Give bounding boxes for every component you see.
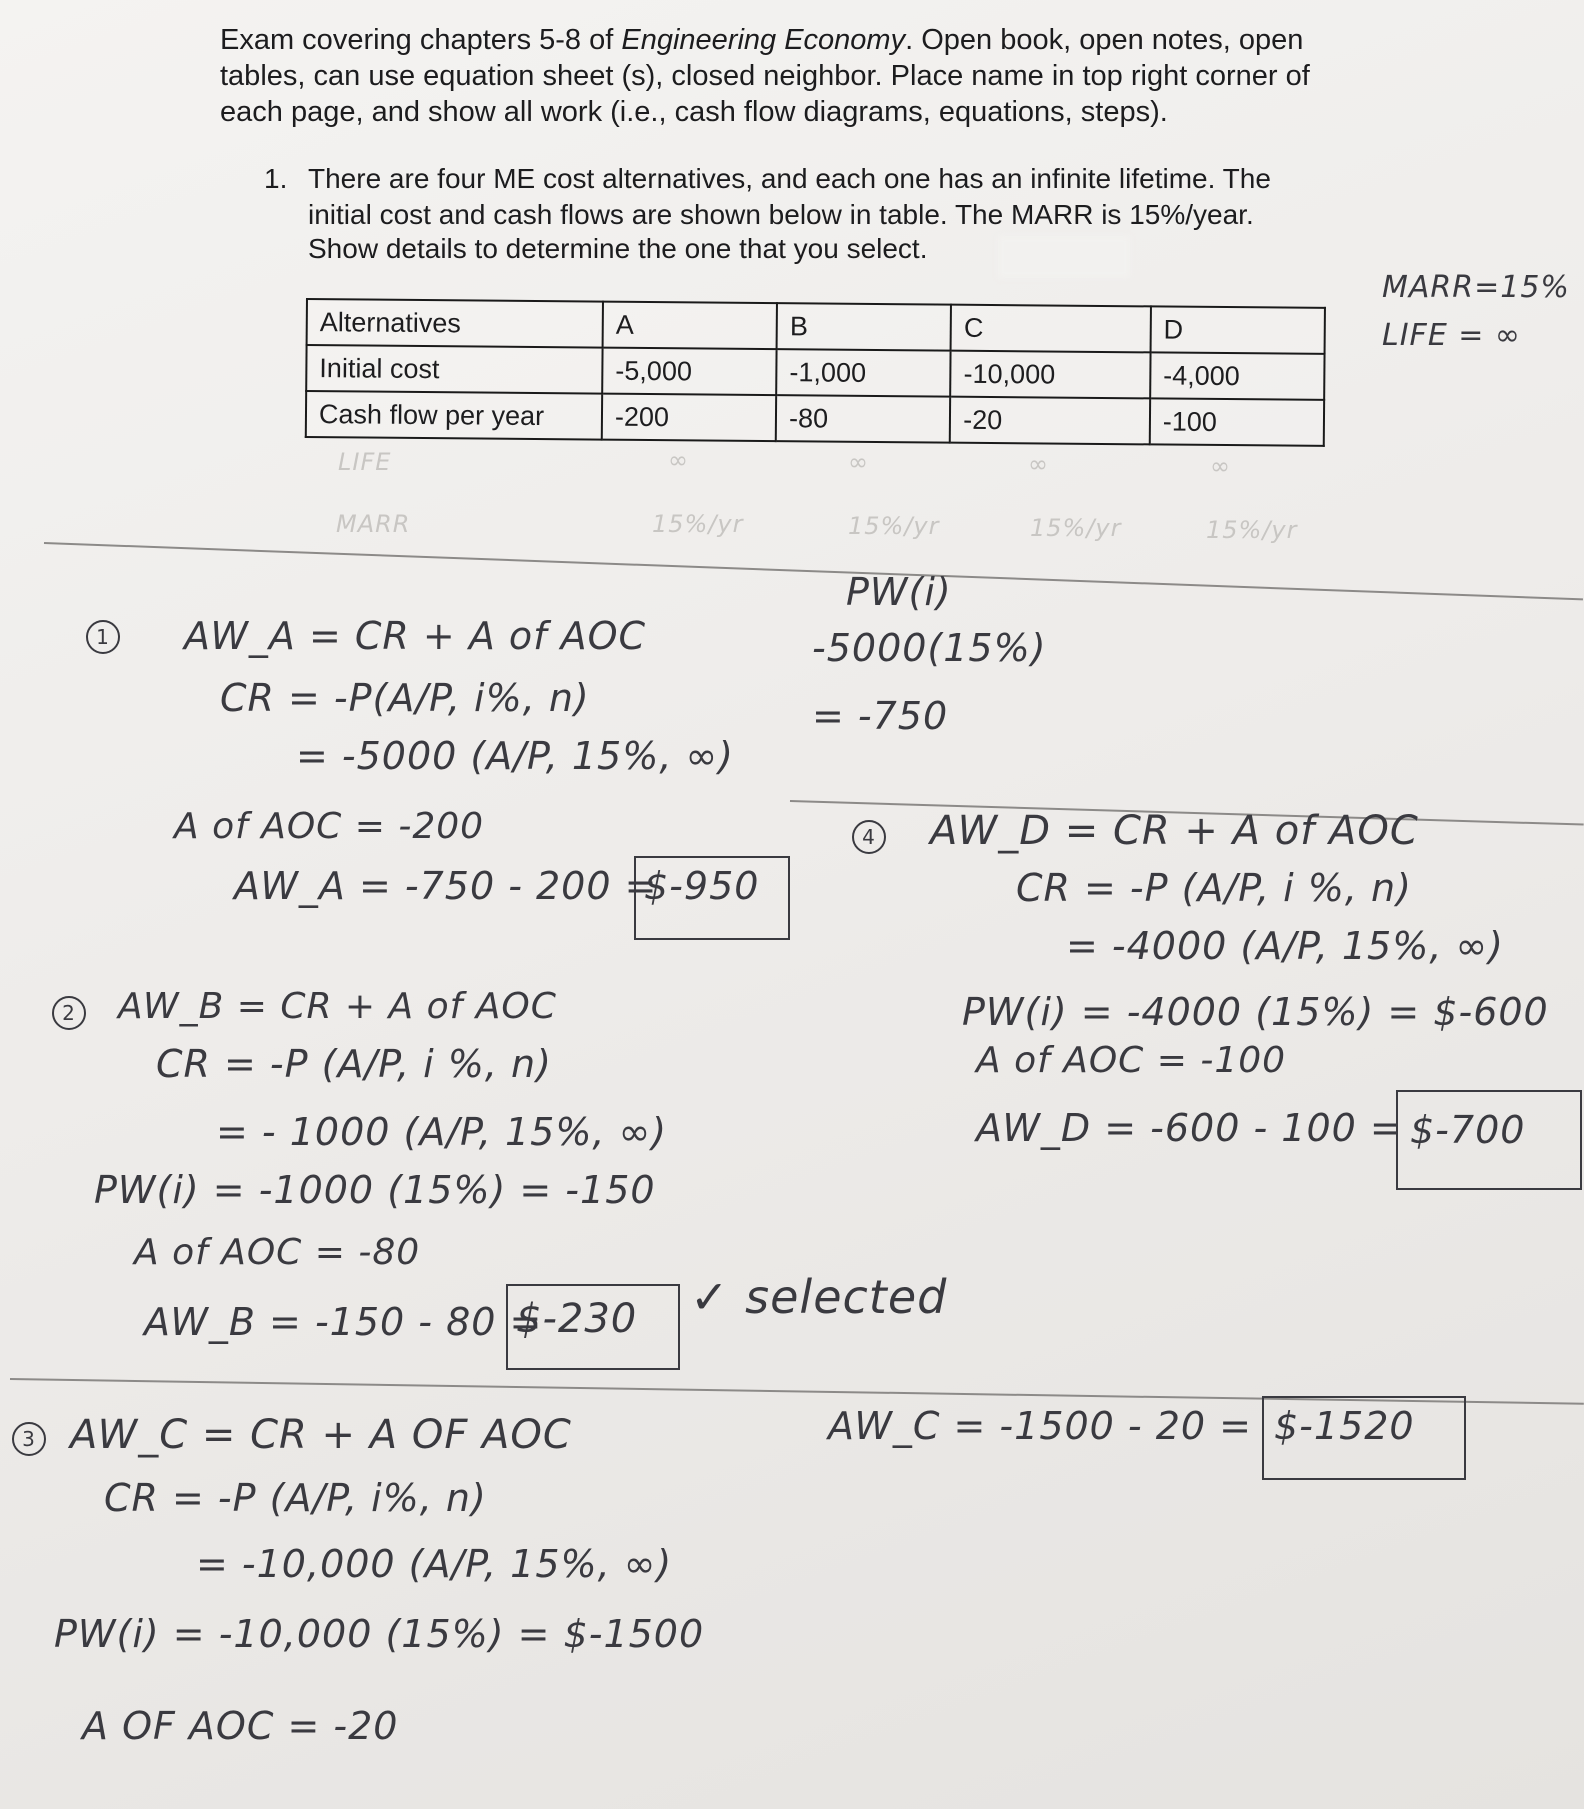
table-cell: -100 (1150, 398, 1325, 446)
book-title: Engineering Economy (621, 24, 906, 56)
pw-b: PW(i) = -1000 (15%) = -150 (94, 1168, 656, 1212)
table-row (306, 391, 1324, 446)
header-line-1 (220, 22, 1303, 58)
pw-a-result: = -750 (812, 694, 949, 738)
step-marker-1: 1 (86, 620, 120, 654)
table-cell: -20 (950, 397, 1150, 445)
ghost-inf: ∞ (1210, 452, 1231, 480)
aw-c-result: $-1520 (1274, 1404, 1415, 1448)
aoc-b: A of AOC = -80 (134, 1232, 421, 1273)
ghost-inf: ∞ (668, 446, 689, 474)
cr-b-formula: CR = -P (A/P, i %, n) (156, 1042, 552, 1086)
table-header-cell: B (777, 303, 952, 351)
cr-d-values: = -4000 (A/P, 15%, ∞) (1066, 924, 1504, 968)
aw-b-calc: AW_B = -150 - 80 = (144, 1300, 543, 1344)
header-line-3: each page, and show all work (i.e., cash flow diagrams, equations, steps). (220, 96, 1168, 128)
aw-b-result: $-230 (516, 1296, 638, 1342)
divider-line (44, 542, 1583, 600)
question-number: 1. (264, 163, 288, 194)
aoc-a: A of AOC = -200 (174, 806, 485, 847)
pw-a-label: PW(i) (846, 570, 952, 614)
table-cell: -10,000 (950, 351, 1150, 399)
cost-table (305, 298, 1326, 447)
table-header-cell: A (603, 302, 778, 350)
ghost-rate: 15%/yr (848, 512, 940, 540)
aw-c-calc: AW_C = -1500 - 20 = (828, 1404, 1252, 1448)
table-header-cell: Alternatives (307, 299, 603, 348)
aw-d-calc: AW_D = -600 - 100 = (976, 1106, 1403, 1150)
question-line-1: There are four ME cost alternatives, and each one has an infinite lifetime. The (308, 163, 1271, 194)
table-cell: Cash flow per year (306, 391, 602, 440)
margin-marr: MARR=15% (1382, 270, 1570, 305)
header-line-1-start: Exam covering chapters 5-8 of (220, 24, 622, 56)
ghost-rate: 15%/yr (1030, 514, 1122, 542)
aw-b-equation: AW_B = CR + A of AOC (118, 986, 557, 1027)
ghost-rate: 15%/yr (1206, 516, 1298, 544)
aoc-d: A of AOC = -100 (976, 1040, 1287, 1081)
step-marker-2: 2 (52, 996, 86, 1030)
ghost-inf: ∞ (848, 448, 869, 476)
aw-d-result: $-700 (1410, 1108, 1526, 1152)
table-header-cell: D (1150, 306, 1325, 354)
table-cell: -200 (602, 394, 777, 442)
table-cell: Initial cost (306, 345, 602, 394)
question-line-3: Show details to determine the one that you select. (308, 233, 928, 264)
pw-c: PW(i) = -10,000 (15%) = $-1500 (54, 1612, 705, 1656)
pw-d: PW(i) = -4000 (15%) = $-600 (962, 990, 1549, 1034)
selected-note: ✓ selected (690, 1270, 948, 1324)
cr-d-formula: CR = -P (A/P, i %, n) (1016, 866, 1412, 910)
aw-c-equation: AW_C = CR + A OF AOC (70, 1412, 572, 1458)
aw-a-result: $-950 (644, 864, 760, 908)
table-header-cell: C (951, 305, 1151, 353)
step-marker-3: 3 (12, 1422, 46, 1456)
cr-a-values: = -5000 (A/P, 15%, ∞) (296, 734, 734, 778)
cr-c-values: = -10,000 (A/P, 15%, ∞) (196, 1542, 673, 1586)
redacted-area (998, 236, 1130, 278)
table-cell: -80 (776, 395, 951, 443)
cr-b-values: = - 1000 (A/P, 15%, ∞) (216, 1110, 668, 1154)
ghost-marr: MARR (336, 510, 411, 538)
cr-c-formula: CR = -P (A/P, i%, n) (104, 1476, 487, 1520)
aw-a-calc: AW_A = -750 - 200 = (234, 864, 658, 908)
aw-a-equation: AW_A = CR + A of AOC (184, 614, 647, 658)
header-line-1-end: . Open book, open notes, open (905, 24, 1304, 56)
table-cell: -5,000 (602, 348, 777, 396)
pw-a-formula: -5000(15%) (812, 626, 1047, 670)
step-marker-4: 4 (852, 820, 886, 854)
cr-a-formula: CR = -P(A/P, i%, n) (220, 676, 590, 720)
header-line-2: tables, can use equation sheet (s), closed neighbor. Place name in top right corner of (220, 60, 1310, 92)
margin-life: LIFE = ∞ (1382, 318, 1521, 353)
table-cell: -1,000 (776, 349, 951, 397)
aoc-c: A OF AOC = -20 (82, 1704, 399, 1748)
ghost-rate: 15%/yr (652, 510, 744, 538)
ghost-life: LIFE (338, 448, 392, 476)
table-cell: -4,000 (1150, 352, 1325, 400)
ghost-inf: ∞ (1028, 450, 1049, 478)
aw-d-equation: AW_D = CR + A of AOC (930, 808, 1419, 854)
question-line-2: initial cost and cash flows are shown below in table. The MARR is 15%/year. (308, 199, 1254, 230)
